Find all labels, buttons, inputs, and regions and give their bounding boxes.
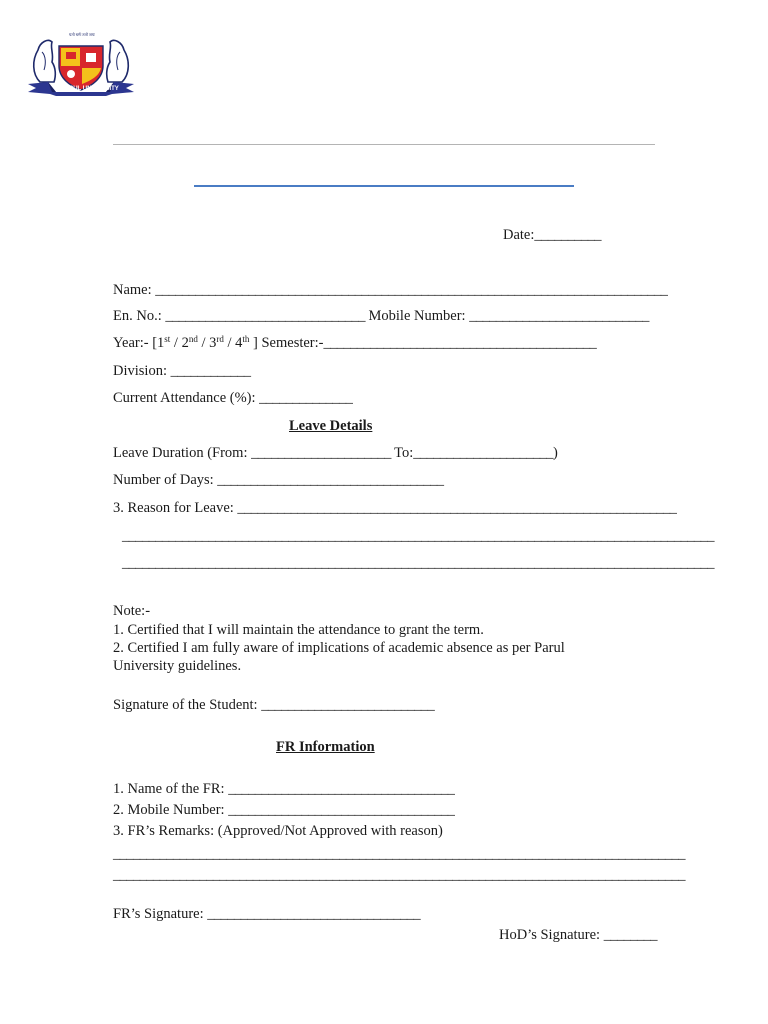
year-sup-4: th: [242, 334, 250, 344]
reason-line-2[interactable]: _________________________________________________________________________________________: [122, 528, 714, 544]
year-text-3: / 3: [197, 335, 217, 351]
hod-signature-blank[interactable]: ________: [603, 927, 657, 943]
fr-mobile-field: [113, 802, 454, 819]
name-field: [113, 282, 667, 299]
fr-mobile-blank[interactable]: __________________________________: [228, 802, 455, 818]
division-blank[interactable]: ____________: [170, 363, 251, 379]
reason-label: 3. Reason for Leave:: [113, 500, 234, 516]
leave-from-blank[interactable]: _____________________: [251, 445, 391, 461]
note-line-3: University guidelines.: [113, 658, 242, 674]
year-sup-1: st: [164, 334, 171, 344]
name-label: Name:: [113, 282, 152, 298]
year-sup-3: rd: [216, 334, 224, 344]
enrollment-mobile-row: [113, 308, 649, 325]
leave-details-heading: Leave Details: [289, 418, 373, 434]
year-text-2: / 2: [170, 335, 189, 351]
student-signature-field: [113, 697, 434, 714]
days-blank[interactable]: __________________________________: [217, 472, 444, 488]
attendance-label: Current Attendance (%):: [113, 390, 256, 406]
date-label: Date:: [503, 227, 535, 243]
reason-field: [113, 500, 676, 517]
leave-duration-row: [113, 445, 558, 462]
mobile-label: Mobile Number:: [368, 308, 466, 324]
year-text-4: / 4: [223, 335, 243, 351]
enrollment-blank[interactable]: ______________________________: [165, 308, 365, 324]
leave-duration-label: Leave Duration (From:: [113, 445, 248, 461]
attendance-blank[interactable]: ______________: [259, 390, 353, 406]
mobile-blank[interactable]: ___________________________: [469, 308, 649, 324]
fr-name-field: [113, 781, 454, 798]
date-field: [503, 227, 601, 244]
hod-signature-field: [499, 927, 657, 944]
year-sup-2: nd: [188, 334, 198, 344]
fr-remarks-label: 3. FR’s Remarks: (Approved/Not Approved with reason): [113, 823, 443, 839]
fr-signature-blank[interactable]: ________________________________: [207, 906, 421, 922]
fr-mobile-label: 2. Mobile Number:: [113, 802, 225, 818]
division-label: Division:: [113, 363, 167, 379]
header-divider: [113, 144, 655, 145]
title-underline: [194, 185, 574, 187]
reason-blank[interactable]: __________________________________________________________________: [237, 500, 677, 516]
fr-name-blank[interactable]: __________________________________: [228, 781, 455, 797]
logo-motto: यतो धर्मः ततो जयः: [69, 32, 95, 37]
name-blank[interactable]: _____________________________________________________________________________: [155, 282, 668, 298]
note-line-1: 1. Certified that I will maintain the attendance to grant the term.: [113, 622, 484, 638]
year-text-1: Year:- [1: [113, 335, 165, 351]
leave-to-blank[interactable]: _____________________: [413, 445, 553, 461]
student-signature-label: Signature of the Student:: [113, 697, 258, 713]
fr-name-label: 1. Name of the FR:: [113, 781, 225, 797]
hod-signature-label: HoD’s Signature:: [499, 927, 601, 943]
enrollment-label: En. No.:: [113, 308, 162, 324]
university-logo: [26, 30, 136, 96]
days-label: Number of Days:: [113, 472, 214, 488]
attendance-field: [113, 390, 352, 407]
fr-remarks-line-1[interactable]: ______________________________________________________________________________________: [113, 846, 685, 862]
number-of-days-field: [113, 472, 443, 489]
leave-close-paren: ): [552, 445, 558, 461]
fr-remarks-line-2[interactable]: ______________________________________________________________________________________: [113, 867, 685, 883]
note-line-2: 2. Certified I am fully aware of implications of academic absence as per Parul: [113, 640, 565, 656]
student-signature-blank[interactable]: __________________________: [261, 697, 435, 713]
fr-signature-label: FR’s Signature:: [113, 906, 204, 922]
fr-signature-field: [113, 906, 420, 923]
date-blank[interactable]: __________: [534, 227, 601, 243]
note-title: Note:-: [113, 603, 151, 619]
division-field: [113, 363, 250, 380]
year-semester-row: [113, 335, 596, 352]
logo-banner-text: PARUL UNIVERSITY: [61, 86, 119, 92]
semester-label: ] Semester:-: [249, 335, 324, 351]
fr-information-heading: FR Information: [276, 739, 375, 755]
reason-line-3[interactable]: _________________________________________________________________________________________: [122, 555, 714, 571]
leave-to-label: To:: [394, 445, 414, 461]
semester-blank[interactable]: _________________________________________: [323, 335, 597, 351]
